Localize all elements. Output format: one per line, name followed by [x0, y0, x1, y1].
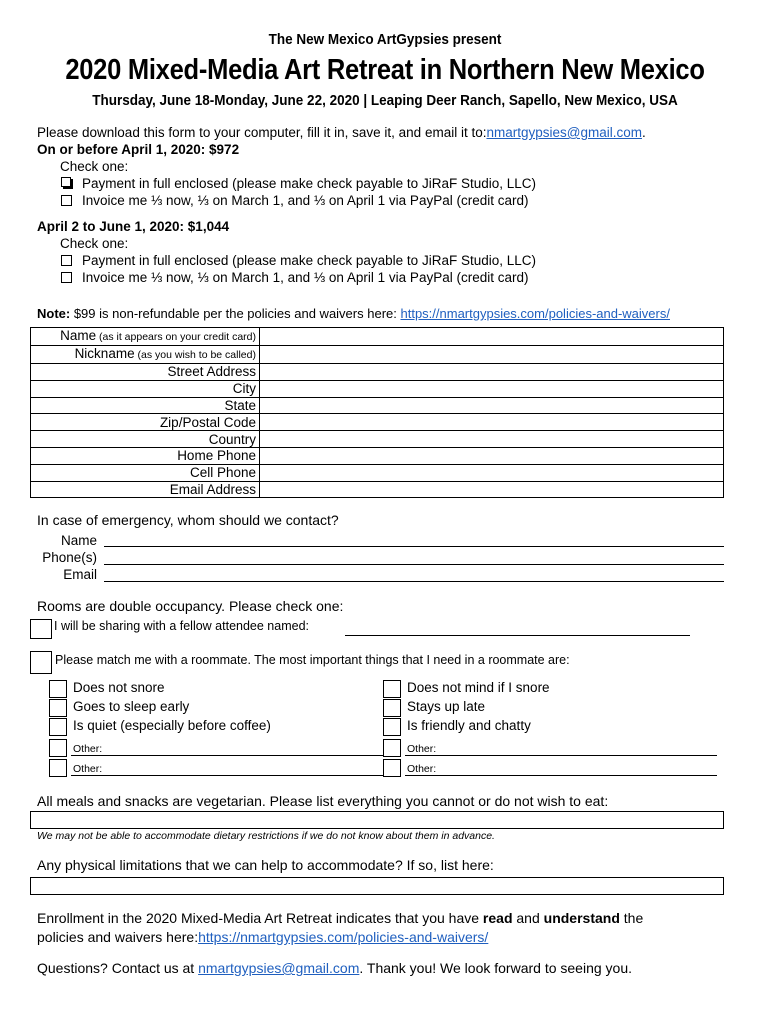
info-label: City [31, 380, 260, 397]
presenter-line: The New Mexico ArtGypsies present [268, 31, 502, 48]
info-row [31, 380, 724, 397]
enrollment-text: Enrollment in the 2020 Mixed-Media Art Retreat indicates that you have read and understand the policies and waivers here:https://nmartgypsies.com/policies-and-waivers/ [37, 910, 644, 945]
roommate-pref-checkbox[interactable] [383, 718, 401, 736]
info-row [31, 328, 724, 346]
info-input[interactable] [260, 414, 724, 431]
info-row [31, 364, 724, 381]
meals-disclaimer: We may not be able to accommodate dietary restrictions if we do not know about them in advance. [37, 830, 495, 842]
roommate-pref-label: Does not snore [73, 680, 165, 695]
info-row [31, 414, 724, 431]
refund-note: Note: $99 is non-refundable per the policies and waivers here: https://nmartgypsies.com/policies-and-waivers/ [37, 306, 670, 321]
roommate-pref-other-label: Other: [407, 743, 437, 755]
info-row [31, 346, 724, 364]
contact-email-link[interactable]: nmartgypsies@gmail.com [198, 960, 360, 976]
roommate-pref-other-field[interactable] [71, 755, 389, 756]
room-match-checkbox[interactable] [30, 651, 52, 674]
room-match-label: Please match me with a roommate. The most important things that I need in a roommate are: [55, 653, 570, 667]
emergency-phone-field[interactable] [104, 564, 724, 565]
pricing-early-full-checkbox[interactable] [61, 177, 71, 187]
emergency-name-label: Name [60, 533, 97, 548]
pricing-late-invoice-label: Invoice me ⅓ now, ⅓ on March 1, and ⅓ on April 1 via PayPal (credit card) [82, 270, 529, 285]
roommate-pref-checkbox[interactable] [383, 680, 401, 698]
pricing-late-heading: April 2 to June 1, 2020: $1,044 [37, 219, 230, 234]
roommate-pref-other-field[interactable] [405, 775, 717, 776]
roommate-pref-other-field[interactable] [71, 775, 389, 776]
info-input[interactable] [260, 397, 724, 414]
info-row [31, 447, 724, 464]
info-row [31, 464, 724, 481]
room-share-checkbox[interactable] [30, 619, 52, 639]
event-subtitle: Thursday, June 18-Monday, June 22, 2020 | Leaping Deer Ranch, Sapello, New Mexico, USA [92, 92, 678, 109]
roommate-pref-label: Is quiet (especially before coffee) [73, 718, 271, 733]
emergency-email-field[interactable] [104, 581, 724, 582]
roommate-pref-label: Is friendly and chatty [407, 718, 531, 733]
meals-input[interactable] [30, 811, 724, 829]
pricing-late-full-checkbox[interactable] [61, 255, 72, 266]
info-input[interactable] [260, 431, 724, 448]
info-label: Cell Phone [31, 464, 260, 481]
info-label: Street Address [31, 364, 260, 381]
roommate-pref-other-label: Other: [73, 763, 103, 775]
info-input[interactable] [260, 464, 724, 481]
roommate-pref-other-field[interactable] [405, 755, 717, 756]
info-row [31, 397, 724, 414]
pricing-late-invoice-checkbox[interactable] [61, 272, 72, 283]
info-input[interactable] [260, 364, 724, 381]
pricing-early-heading: On or before April 1, 2020: $972 [37, 142, 240, 157]
roommate-pref-label: Stays up late [407, 699, 486, 714]
emergency-email-label: Email [63, 567, 97, 582]
info-input[interactable] [260, 346, 724, 364]
limitations-question: Any physical limitations that we can help to accommodate? If so, list here: [37, 857, 494, 873]
info-label: Country [31, 431, 260, 448]
info-label: Nickname (as you wish to be called) [31, 346, 260, 364]
info-input[interactable] [260, 481, 724, 498]
roommate-pref-label: Goes to sleep early [73, 699, 190, 714]
roommate-pref-checkbox[interactable] [49, 759, 67, 777]
emergency-question: In case of emergency, whom should we contact? [37, 512, 339, 528]
room-share-label: I will be sharing with a fellow attendee named: [54, 619, 310, 633]
info-label: Name (as it appears on your credit card) [31, 328, 260, 346]
roommate-pref-checkbox[interactable] [49, 739, 67, 757]
roommate-pref-checkbox[interactable] [383, 759, 401, 777]
pricing-late-full-label: Payment in full enclosed (please make check payable to JiRaF Studio, LLC) [82, 253, 536, 268]
emergency-phone-label: Phone(s) [42, 550, 97, 565]
info-label: State [31, 397, 260, 414]
pricing-early-invoice-checkbox[interactable] [61, 195, 72, 206]
pricing-early-check-one: Check one: [60, 159, 129, 174]
roommate-pref-other-label: Other: [407, 763, 437, 775]
roommate-pref-checkbox[interactable] [49, 718, 67, 736]
intro-email-link[interactable]: nmartgypsies@gmail.com [486, 125, 642, 140]
emergency-name-field[interactable] [104, 546, 724, 547]
info-input[interactable] [260, 380, 724, 397]
intro-text: Please download this form to your computer, fill it in, save it, and email it to:nmartgypsies@gmail.com. [37, 125, 646, 140]
info-label: Home Phone [31, 447, 260, 464]
enrollment-policies-link[interactable]: https://nmartgypsies.com/policies-and-waivers/ [198, 929, 489, 945]
pricing-early-invoice-label: Invoice me ⅓ now, ⅓ on March 1, and ⅓ on April 1 via PayPal (credit card) [82, 193, 529, 208]
meals-question: All meals and snacks are vegetarian. Please list everything you cannot or do not wish to eat: [37, 793, 609, 809]
info-input[interactable] [260, 447, 724, 464]
pricing-early-full-label: Payment in full enclosed (please make check payable to JiRaF Studio, LLC) [82, 176, 536, 191]
info-label: Email Address [31, 481, 260, 498]
roommate-pref-checkbox[interactable] [49, 699, 67, 717]
info-row [31, 431, 724, 448]
limitations-input[interactable] [30, 877, 724, 895]
rooms-question: Rooms are double occupancy. Please check one: [37, 598, 344, 614]
page-title: 2020 Mixed-Media Art Retreat in Northern New Mexico [65, 54, 705, 86]
intro-instructions: Please download this form to your computer, fill it in, save it, and email it to: [37, 125, 487, 140]
roommate-pref-checkbox[interactable] [49, 680, 67, 698]
info-row [31, 481, 724, 498]
roommate-name-field[interactable] [345, 635, 690, 636]
contact-line: Questions? Contact us at nmartgypsies@gmail.com. Thank you! We look forward to seeing you. [37, 960, 632, 976]
roommate-pref-other-label: Other: [73, 743, 103, 755]
attendee-info-table [30, 327, 724, 498]
info-input[interactable] [260, 328, 724, 346]
roommate-pref-checkbox[interactable] [383, 739, 401, 757]
pricing-late-check-one: Check one: [60, 236, 129, 251]
roommate-pref-checkbox[interactable] [383, 699, 401, 717]
info-label: Zip/Postal Code [31, 414, 260, 431]
policies-link[interactable]: https://nmartgypsies.com/policies-and-waivers/ [400, 306, 670, 321]
roommate-pref-label: Does not mind if I snore [407, 680, 550, 695]
